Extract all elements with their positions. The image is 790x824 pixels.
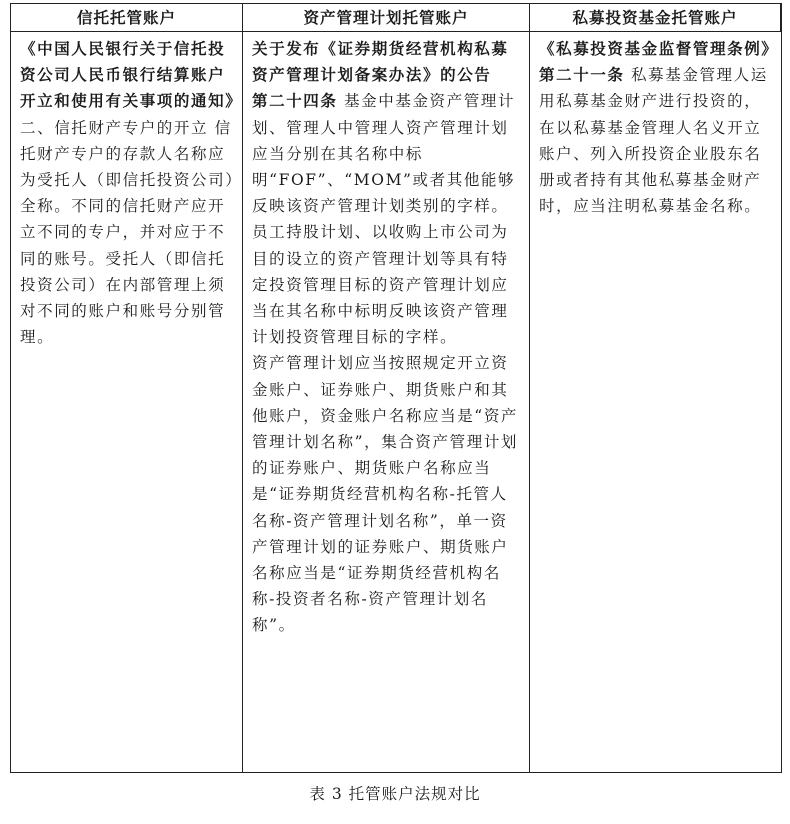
cell-fund-article: 第二十一条 xyxy=(539,65,625,85)
cell-asset-management-custody-account xyxy=(243,32,530,772)
cell-asset-para1: 基金中基金资产管理计划、管理人中管理人资产管理计划应当分别在其名称中标明“FOF”、“MOM”或者其他能够反映该资产管理计划类别的字样。 xyxy=(252,92,516,216)
cell-trust-body: 二、信托财产专户的开立 信托财产专户的存款人名称应为受托人（即信托投资公司）全称。不同的信托财产应开立不同的专户，并对应于不同的账号。受托人（即信托投资公司）在内部管理上须对不同的账户和账号分别管理。 xyxy=(20,118,235,347)
cell-fund-body: 私募基金管理人运用私募基金财产进行投资的，在以私募基金管理人名义开立账户、列入所投资企业股东名册或者持有其他私募基金财产时，应当注明私募基金名称。 xyxy=(539,66,768,216)
cell-private-fund-custody-account xyxy=(530,32,781,772)
header-private-fund-custody-account: 私募投资基金托管账户 xyxy=(530,4,781,32)
cell-trust-title: 《中国人民银行关于信托投资公司人民币银行结算账户开立和使用有关事项的通知》 xyxy=(20,39,243,111)
table-caption: 表 3 托管账户法规对比 xyxy=(309,785,481,803)
cell-asset-title: 关于发布《证券期货经营机构私募资产管理计划备案办法》的公告 xyxy=(252,39,509,85)
cell-asset-article: 第二十四条 xyxy=(252,91,338,111)
cell-trust-custody-account xyxy=(11,32,243,772)
header-asset-management-custody-account: 资产管理计划托管账户 xyxy=(243,4,530,32)
cell-asset-para3: 资产管理计划应当按照规定开立资金账户、证券账户、期货账户和其他账户，资金账户名称应当是“资产管理计划名称”，集合资产管理计划的证券账户、期货账户名称应当是“证券期货经营机构名称-托管人名称-资产管理计划名称”，单一资产管理计划的证券账户、期货账户名称应当是“证券期货经营机构名称-投资者名称-资产管理计划名称”。 xyxy=(252,354,519,635)
regulation-comparison-table xyxy=(10,3,782,773)
header-trust-custody-account: 信托托管账户 xyxy=(11,4,243,32)
cell-fund-title: 《私募投资基金监督管理条例》 xyxy=(539,39,779,58)
cell-asset-para2: 员工持股计划、以收购上市公司为目的设立的资产管理计划等具有特定投资管理目标的资产管理计划应当在其名称中标明反映该资产管理计划投资管理目标的字样。 xyxy=(252,223,509,347)
